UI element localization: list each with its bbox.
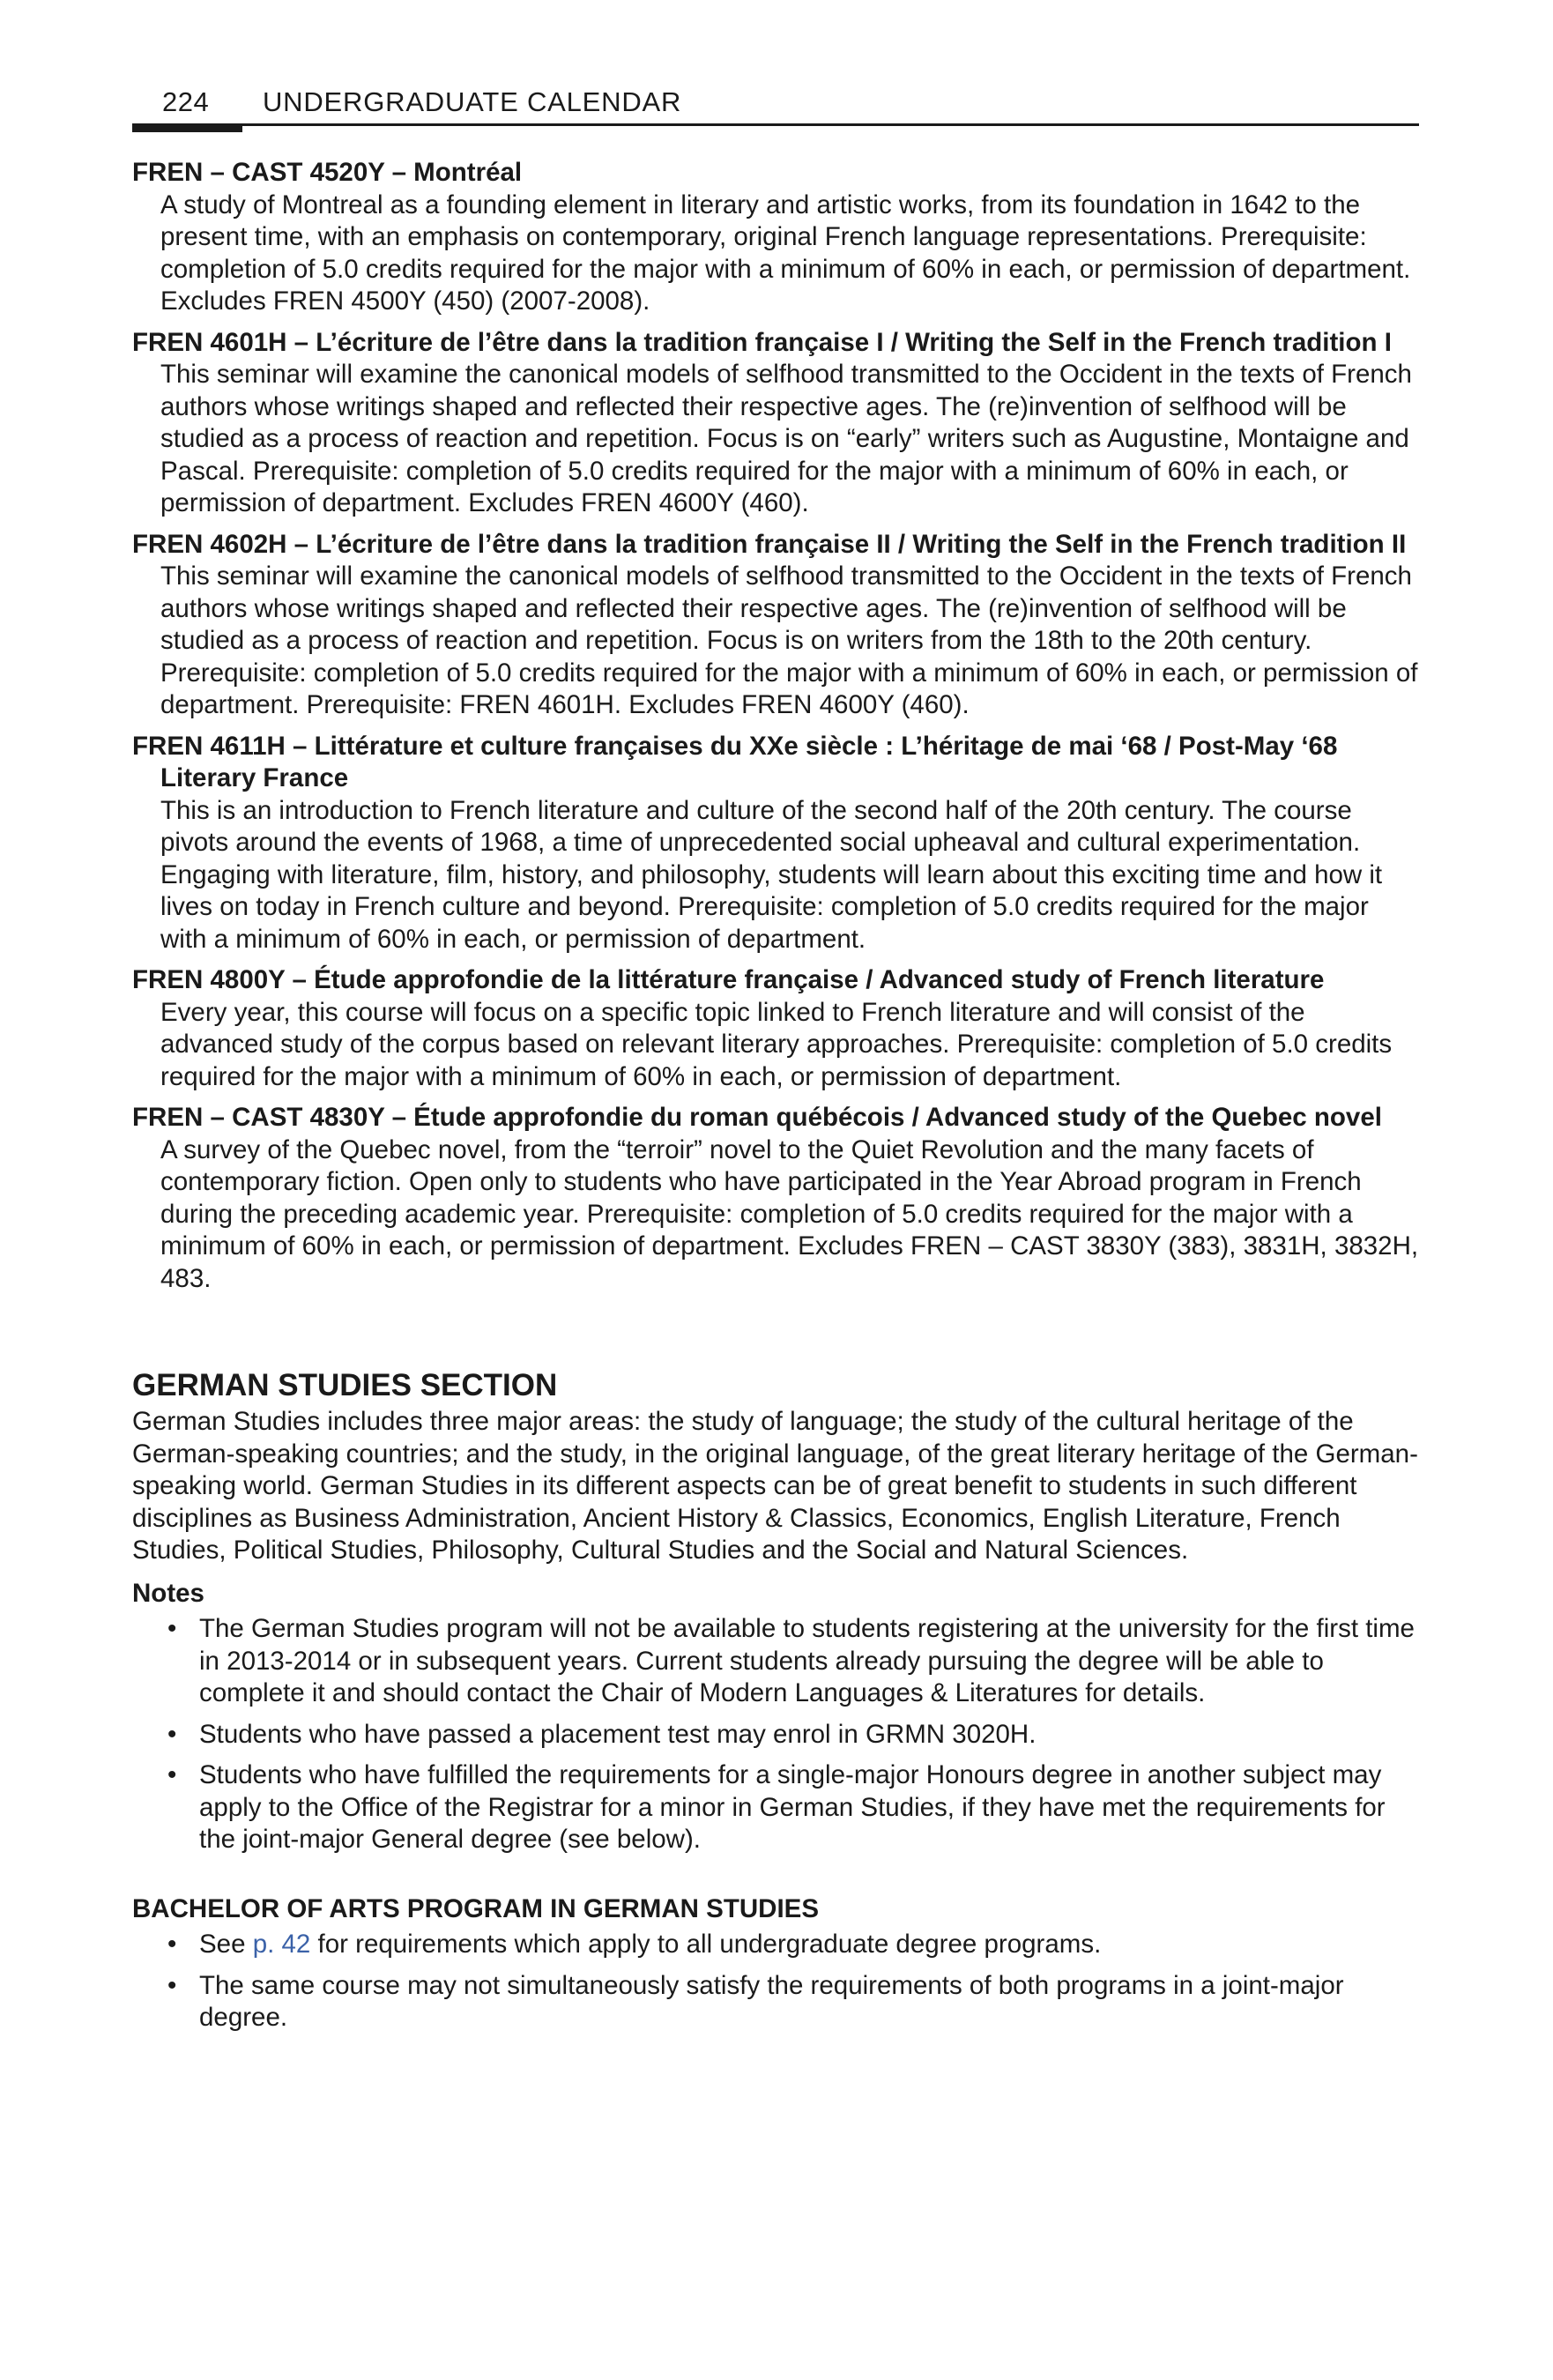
course-title: FREN 4602H – L’écriture de l’être dans la tradition française II / Writing the Self in the French tradition II: [132, 529, 1407, 559]
course-entry: [132, 731, 1421, 956]
course-description: This is an introduction to French literature and culture of the second half of the 20th century. The course pivots around the events of 1968, a time of unprecedented social upheaval and cultural experimentation. Engaging with literature, film, history, and philosophy, students will learn about this exciting time and how it lives on today in French culture and beyond. Prerequisite: completion of 5.0 credits required for the major with a minimum of 60% in each, or permission of department.: [160, 795, 1383, 954]
running-title: UNDERGRADUATE CALENDAR: [263, 86, 682, 117]
course-entry: [132, 529, 1421, 722]
item-text-after: for requirements which apply to all undergraduate degree programs.: [310, 1930, 1102, 1959]
note-text: Students who have passed a placement test may enrol in GRMN 3020H.: [199, 1719, 1037, 1749]
notes-list: [132, 1613, 1421, 1856]
header-rule-accent: [132, 123, 242, 132]
course-title: FREN 4611H – Littérature et culture françaises du XXe siècle : L’héritage de mai ‘68 / Post-May ‘68 Literary France: [132, 731, 1338, 792]
ba-program-list: [132, 1929, 1421, 2034]
german-section-heading: GERMAN STUDIES SECTION: [132, 1368, 558, 1402]
item-text-before: See: [199, 1930, 253, 1959]
bullet-icon: •: [167, 1760, 177, 1789]
course-description: This seminar will examine the canonical models of selfhood transmitted to the Occident in the texts of French authors whose writings shaped and reflected their respective ages. The (re)invention of selfhood will be studied as a process of reaction and repetition. Focus is on “early” writers such as Augustine, Montaigne and Pascal. Prerequisite: completion of 5.0 credits required for the major with a minimum of 60% in each, or permission of department. Excludes FREN 4600Y (460).: [160, 360, 1412, 517]
page-header: [132, 79, 1419, 132]
german-section-intro: German Studies includes three major areas: the study of language; the study of the cultural heritage of the German-speaking countries; and the study, in the original language, of the great literary heritage of the German-speaking world. German Studies in its different aspects can be of great benefit to students in such different disciplines as Business Administration, Ancient History & Classics, Economics, English Literature, French Studies, Political Studies, Philosophy, Cultural Studies and the Social and Natural Sciences.: [132, 1407, 1418, 1565]
item-text: The same course may not simultaneously satisfy the requirements of both programs in a joint-major degree.: [199, 1970, 1344, 2032]
page-number: 224: [162, 86, 210, 117]
header-rule: [132, 123, 1419, 126]
notes-heading: Notes: [132, 1578, 204, 1608]
course-title: FREN 4601H – L’écriture de l’être dans la tradition française I / Writing the Self in the French tradition I: [132, 327, 1392, 357]
list-item: [132, 1759, 1421, 1856]
course-entry: [132, 327, 1421, 520]
course-entry: [132, 157, 1421, 318]
course-title: FREN 4800Y – Étude approfondie de la littérature française / Advanced study of French literature: [132, 965, 1325, 994]
bullet-icon: •: [167, 1719, 177, 1749]
course-title: FREN – CAST 4520Y – Montréal: [132, 158, 523, 187]
bullet-icon: •: [167, 1614, 177, 1643]
list-item: [132, 1970, 1421, 2034]
bullet-icon: •: [167, 1930, 177, 1959]
course-description: A study of Montreal as a founding element in literary and artistic works, from its foundation in 1642 to the present time, with an emphasis on contemporary, original French language representations. Prerequisite: completion of 5.0 credits required for the major with a minimum of 60% in each, or permission of department. Excludes FREN 4500Y (450) (2007-2008).: [160, 190, 1411, 316]
note-text: Students who have fulfilled the requirements for a single-major Honours degree in another subject may apply to the Office of the Registrar for a minor in German Studies, if they have met the requirements for the joint-major General degree (see below).: [199, 1760, 1386, 1854]
list-item: [132, 1719, 1421, 1752]
course-entry: [132, 1102, 1421, 1295]
note-text: The German Studies program will not be available to students registering at the university for the first time in 2013-2014 or in subsequent years. Current students already pursuing the degree will be able to complete it and should contact the Chair of Modern Languages & Literatures for details.: [199, 1614, 1415, 1707]
course-description: Every year, this course will focus on a specific topic linked to French literature and will consist of the advanced study of the corpus based on relevant literary approaches. Prerequisite: completion of 5.0 credits required for the major with a minimum of 60% in each, or permission of department.: [160, 997, 1393, 1091]
course-title: FREN – CAST 4830Y – Étude approfondie du roman québécois / Advanced study of the Quebec novel: [132, 1103, 1382, 1132]
list-item: [132, 1929, 1421, 1961]
course-entry: [132, 964, 1421, 1093]
course-description: This seminar will examine the canonical models of selfhood transmitted to the Occident in the texts of French authors whose writings shaped and reflected their respective ages. The (re)invention of selfhood will be studied as a process of reaction and repetition. Focus is on writers from the 18th to the 20th century. Prerequisite: completion of 5.0 credits required for the major with a minimum of 60% in each, or permission of department. Prerequisite: FREN 4601H. Excludes FREN 4600Y (460).: [160, 562, 1418, 719]
page-content: [132, 157, 1421, 2043]
list-item: [132, 1613, 1421, 1710]
page-reference-link[interactable]: p. 42: [252, 1930, 311, 1959]
bullet-icon: •: [167, 1970, 177, 2000]
ba-program-heading: BACHELOR OF ARTS PROGRAM IN GERMAN STUDIES: [132, 1893, 820, 1923]
course-description: A survey of the Quebec novel, from the “terroir” novel to the Quiet Revolution and the many facets of contemporary fiction. Open only to students who have participated in the Year Abroad program in French during the preceding academic year. Prerequisite: completion of 5.0 credits required for the major with a minimum of 60% in each, or permission of department. Excludes FREN – CAST 3830Y (383), 3831H, 3832H, 483.: [160, 1134, 1419, 1293]
